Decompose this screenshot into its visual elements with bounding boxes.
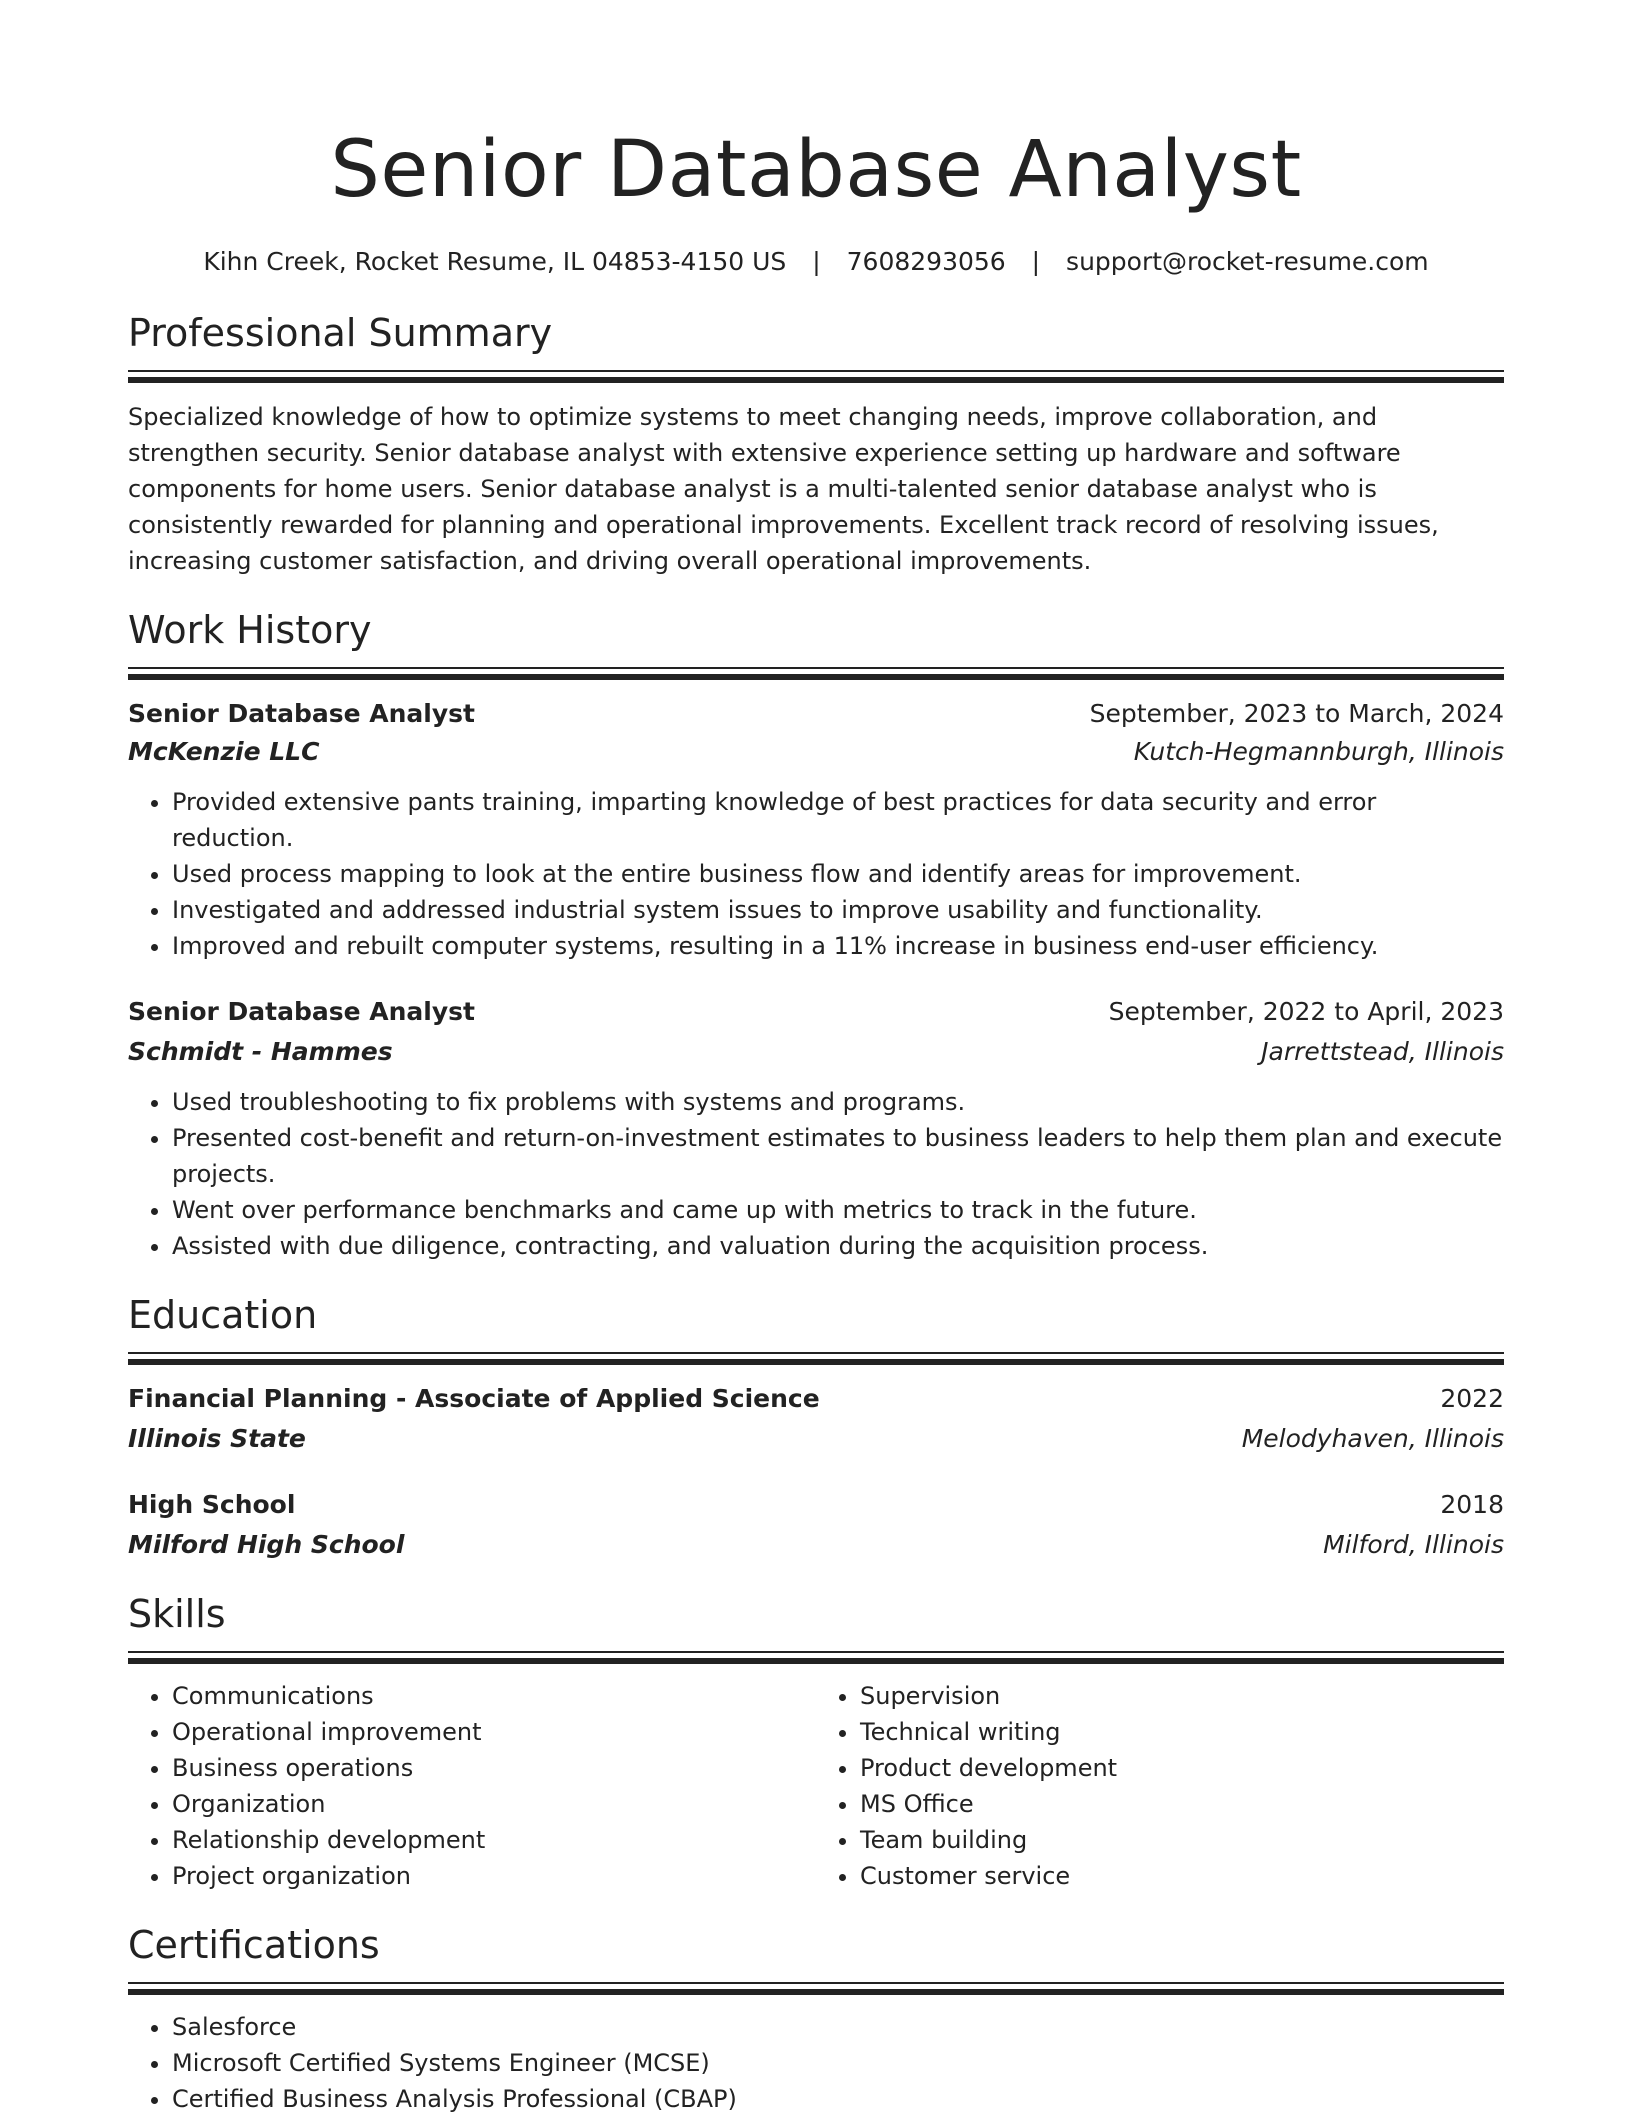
certifications-list [128, 2009, 1504, 2117]
job-company: McKenzie LLC [128, 737, 320, 766]
list-item: • Relationship development [172, 1822, 816, 1858]
skills-list-left [128, 1678, 816, 1894]
job-header-row [128, 696, 1504, 732]
contact-email: support@rocket-resume.com [1066, 247, 1429, 276]
job-dates: September, 2022 to April, 2023 [1108, 997, 1504, 1026]
list-item: • Investigated and addressed industrial system issues to improve usability and functionality. [172, 892, 1504, 928]
job-header-row [128, 994, 1504, 1030]
job-location: Kutch-Hegmannburgh, Illinois [1133, 737, 1504, 766]
section-heading-certifications: Certifications [128, 1923, 380, 1967]
education-header-row [128, 1381, 1504, 1417]
contact-address: Kihn Creek, Rocket Resume, IL 04853-4150 US [203, 247, 787, 276]
list-item: • Customer service [860, 1858, 1504, 1894]
list-item: • Assisted with due diligence, contracting, and valuation during the acquisition process. [172, 1228, 1504, 1264]
certifications-section [128, 1922, 1504, 2117]
skills-list-right [816, 1678, 1504, 1894]
contact-line [128, 246, 1504, 278]
job-title: Senior Database Analyst [128, 997, 475, 1026]
education-section [128, 1292, 1504, 1563]
job-bullets [128, 784, 1504, 964]
list-item: • Business operations [172, 1750, 816, 1786]
skills-grid [128, 1664, 1504, 1894]
list-item: • MS Office [860, 1786, 1504, 1822]
list-item: • Improved and rebuilt computer systems, resulting in a 11% increase in business end-user efficiency. [172, 928, 1504, 964]
section-divider [128, 1352, 1504, 1365]
list-item: • Used process mapping to look at the entire business flow and identify areas for improvement. [172, 856, 1504, 892]
list-item: • Used troubleshooting to fix problems with systems and programs. [172, 1084, 1504, 1120]
job-company-row [128, 734, 1504, 770]
section-divider [128, 1651, 1504, 1664]
job-company: Schmidt - Hammes [128, 1037, 393, 1066]
job-bullets [128, 1084, 1504, 1264]
education-school: Milford High School [128, 1530, 405, 1559]
education-year: 2022 [1440, 1384, 1504, 1413]
section-divider [128, 1982, 1504, 1995]
skills-section [128, 1591, 1504, 1894]
list-item: • Microsoft Certified Systems Engineer (MCSE) [172, 2045, 1504, 2081]
education-location: Melodyhaven, Illinois [1241, 1424, 1504, 1453]
list-item: • Supervision [860, 1678, 1504, 1714]
education-header-row [128, 1487, 1504, 1523]
education-school: Illinois State [128, 1424, 306, 1453]
education-year: 2018 [1440, 1490, 1504, 1519]
contact-phone: 7608293056 [846, 247, 1006, 276]
list-item: • Project organization [172, 1858, 816, 1894]
section-divider [128, 667, 1504, 680]
education-degree: Financial Planning - Associate of Applied Science [128, 1384, 820, 1413]
resume-title: Senior Database Analyst [330, 125, 1302, 215]
section-heading-education: Education [128, 1293, 318, 1337]
education-school-row [128, 1421, 1504, 1457]
list-item: • Team building [860, 1822, 1504, 1858]
education-degree: High School [128, 1490, 296, 1519]
list-item: • Technical writing [860, 1714, 1504, 1750]
job-location: Jarrettstead, Illinois [1261, 1037, 1504, 1066]
list-item: • Product development [860, 1750, 1504, 1786]
education-location: Milford, Illinois [1323, 1530, 1504, 1559]
summary-section [128, 310, 1504, 579]
list-item: • Provided extensive pants training, imparting knowledge of best practices for data security and error reduction. [172, 784, 1504, 856]
section-heading-summary: Professional Summary [128, 311, 553, 355]
list-item: • Salesforce [172, 2009, 1504, 2045]
list-item: • Presented cost-benefit and return-on-investment estimates to business leaders to help them plan and execute projects. [172, 1120, 1504, 1192]
job-entry [128, 696, 1504, 964]
section-divider [128, 370, 1504, 383]
list-item: • Certified Business Analysis Professional (CBAP) [172, 2081, 1504, 2117]
education-entry [128, 1487, 1504, 1563]
section-heading-skills: Skills [128, 1592, 226, 1636]
job-entry [128, 994, 1504, 1264]
work-section [128, 607, 1504, 1264]
contact-separator: | [812, 247, 821, 276]
job-company-row [128, 1034, 1504, 1070]
job-title: Senior Database Analyst [128, 699, 475, 728]
contact-separator: | [1031, 247, 1041, 276]
education-entry [128, 1381, 1504, 1457]
list-item: • Operational improvement [172, 1714, 816, 1750]
section-heading-work: Work History [128, 608, 372, 652]
education-school-row [128, 1527, 1504, 1563]
list-item: • Organization [172, 1786, 816, 1822]
job-dates: September, 2023 to March, 2024 [1089, 699, 1504, 728]
list-item: • Went over performance benchmarks and came up with metrics to track in the future. [172, 1192, 1504, 1228]
list-item: • Communications [172, 1678, 816, 1714]
summary-text: Specialized knowledge of how to optimize systems to meet changing needs, improve collaboration, and strengthen security. Senior database analyst with extensive experience setting up hardware and software components for home users. Senior database analyst is a multi-talented senior database analyst who is consistently rewarded for planning and operational improvements. Excellent track record of resolving issues, increasing customer satisfaction, and driving overall operational improvements. [128, 403, 1439, 575]
